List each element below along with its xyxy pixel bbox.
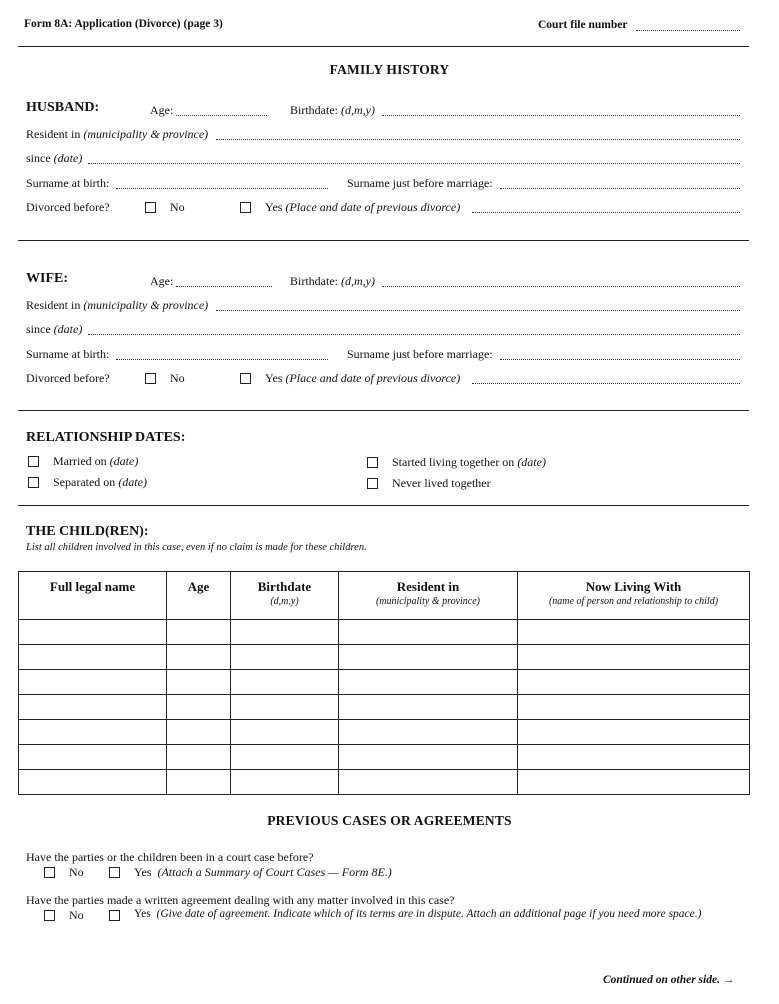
col-full-legal-name: Full legal name: [19, 572, 167, 620]
divider: [18, 240, 749, 241]
table-row: [19, 620, 750, 645]
full-legal-name-input[interactable]: [19, 695, 166, 719]
wife-divorced-no-label: No: [170, 371, 185, 385]
now-living-with-input[interactable]: [518, 695, 749, 719]
husband-age-label: Age:: [150, 103, 174, 117]
husband-surname-birth-field[interactable]: [116, 188, 328, 189]
wife-since-label: since (date): [26, 322, 83, 336]
children-table-header: [19, 572, 750, 620]
cell-resident-in: [339, 720, 518, 745]
husband-divorced-no-checkbox[interactable]: [145, 202, 156, 213]
never-lived-together-checkbox[interactable]: [367, 478, 378, 489]
separated-on-checkbox[interactable]: [28, 477, 39, 488]
cell-full-legal-name: [19, 620, 167, 645]
cell-age: [167, 770, 231, 795]
husband-surname-marriage-field[interactable]: [500, 188, 740, 189]
husband-divorced-yes-checkbox[interactable]: [240, 202, 251, 213]
married-on-label: Married on (date): [53, 454, 139, 468]
husband-since-label: since (date): [26, 151, 83, 165]
husband-label: HUSBAND:: [26, 100, 100, 115]
cell-birthdate: [231, 645, 339, 670]
now-living-with-input[interactable]: [518, 620, 749, 644]
divider: [18, 505, 749, 506]
birthdate-input[interactable]: [231, 720, 338, 744]
full-legal-name-input[interactable]: [19, 620, 166, 644]
q1-yes-label: Yes (Attach a Summary of Court Cases — Form 8E.): [134, 865, 392, 879]
divider: [18, 46, 749, 47]
resident-in-input[interactable]: [339, 645, 517, 669]
q2-yes-label: Yes (Give date of agreement. Indicate which of its terms are in dispute. Attach an additional page if you need more space.): [134, 908, 702, 920]
birthdate-input[interactable]: [231, 745, 338, 769]
wife-surname-marriage-field[interactable]: [500, 359, 740, 360]
cell-now-living-with: [518, 670, 750, 695]
wife-birthdate-field[interactable]: [382, 286, 740, 287]
children-table: [18, 571, 750, 795]
full-legal-name-input[interactable]: [19, 720, 166, 744]
cell-full-legal-name: [19, 695, 167, 720]
q2-yes-checkbox[interactable]: [109, 910, 120, 921]
full-legal-name-input[interactable]: [19, 645, 166, 669]
table-row: [19, 720, 750, 745]
resident-in-input[interactable]: [339, 720, 517, 744]
husband-resident-label: Resident in (municipality & province): [26, 127, 209, 141]
wife-age-label: Age:: [150, 274, 174, 288]
husband-birthdate-label: Birthdate: (d,m,y): [290, 103, 375, 117]
cell-resident-in: [339, 670, 518, 695]
cell-age: [167, 645, 231, 670]
cell-age: [167, 695, 231, 720]
wife-age-field[interactable]: [176, 286, 272, 287]
birthdate-input[interactable]: [231, 620, 338, 644]
resident-in-input[interactable]: [339, 770, 517, 794]
cell-resident-in: [339, 645, 518, 670]
full-legal-name-input[interactable]: [19, 745, 166, 769]
wife-divorced-yes-label: Yes (Place and date of previous divorce): [265, 371, 461, 385]
husband-since-field[interactable]: [88, 163, 740, 164]
now-living-with-input[interactable]: [518, 645, 749, 669]
q2-no-checkbox[interactable]: [44, 910, 55, 921]
husband-divorced-no-label: No: [170, 200, 185, 214]
age-input[interactable]: [167, 745, 230, 769]
table-row: [19, 695, 750, 720]
started-living-together-checkbox[interactable]: [367, 457, 378, 468]
wife-surname-birth-label: Surname at birth:: [26, 347, 110, 361]
cell-birthdate: [231, 745, 339, 770]
cell-birthdate: [231, 670, 339, 695]
wife-label: WIFE:: [26, 271, 68, 286]
husband-previous-divorce-field[interactable]: [472, 212, 740, 213]
cell-resident-in: [339, 770, 518, 795]
birthdate-input[interactable]: [231, 770, 338, 794]
table-row: [19, 645, 750, 670]
table-row: [19, 770, 750, 795]
divider: [18, 410, 749, 411]
wife-previous-divorce-field[interactable]: [472, 383, 740, 384]
col-resident-in: Resident in (municipality & province): [339, 572, 518, 620]
cell-birthdate: [231, 770, 339, 795]
cell-full-legal-name: [19, 745, 167, 770]
age-input[interactable]: [167, 620, 230, 644]
children-instruction: List all children involved in this case, even if no claim is made for these children.: [26, 542, 367, 553]
birthdate-input[interactable]: [231, 695, 338, 719]
birthdate-input[interactable]: [231, 645, 338, 669]
cell-resident-in: [339, 695, 518, 720]
husband-age-field[interactable]: [176, 115, 267, 116]
resident-in-input[interactable]: [339, 620, 517, 644]
table-row: [19, 745, 750, 770]
cell-now-living-with: [518, 720, 750, 745]
q2-no-label: No: [69, 908, 84, 922]
husband-surname-marriage-label: Surname just before marriage:: [347, 176, 493, 190]
q1-yes-checkbox[interactable]: [109, 867, 120, 878]
wife-resident-field[interactable]: [216, 310, 740, 311]
now-living-with-input[interactable]: [518, 670, 749, 694]
cell-birthdate: [231, 720, 339, 745]
col-birthdate: Birthdate (d,m,y): [231, 572, 339, 620]
resident-in-input[interactable]: [339, 695, 517, 719]
col-now-living-with: Now Living With (name of person and relationship to child): [518, 572, 750, 620]
married-on-checkbox[interactable]: [28, 456, 39, 467]
husband-birthdate-field[interactable]: [382, 115, 740, 116]
children-title: THE CHILD(REN):: [26, 524, 149, 539]
resident-in-input[interactable]: [339, 670, 517, 694]
cell-now-living-with: [518, 645, 750, 670]
wife-resident-label: Resident in (municipality & province): [26, 298, 209, 312]
q1-no-label: No: [69, 865, 84, 879]
husband-divorced-yes-label: Yes (Place and date of previous divorce): [265, 200, 461, 214]
cell-birthdate: [231, 620, 339, 645]
full-legal-name-input[interactable]: [19, 670, 166, 694]
wife-divorced-no-checkbox[interactable]: [145, 373, 156, 384]
full-legal-name-input[interactable]: [19, 770, 166, 794]
arrow-right-icon: →: [722, 974, 735, 986]
family-history-title: FAMILY HISTORY: [329, 62, 450, 77]
cell-birthdate: [231, 695, 339, 720]
now-living-with-input[interactable]: [518, 770, 749, 794]
wife-surname-birth-field[interactable]: [116, 359, 328, 360]
now-living-with-input[interactable]: [518, 745, 749, 769]
col-age: Age: [167, 572, 231, 620]
cell-age: [167, 670, 231, 695]
cell-age: [167, 745, 231, 770]
q1-no-checkbox[interactable]: [44, 867, 55, 878]
age-input[interactable]: [167, 770, 230, 794]
cell-resident-in: [339, 620, 518, 645]
court-file-number-field[interactable]: [636, 30, 740, 31]
cell-now-living-with: [518, 770, 750, 795]
cell-now-living-with: [518, 620, 750, 645]
started-living-together-label: Started living together on (date): [392, 455, 546, 469]
wife-since-field[interactable]: [88, 334, 740, 335]
cell-now-living-with: [518, 745, 750, 770]
table-row: [19, 670, 750, 695]
cell-full-legal-name: [19, 770, 167, 795]
court-file-label: Court file number: [538, 19, 628, 31]
wife-birthdate-label: Birthdate: (d,m,y): [290, 274, 375, 288]
cell-now-living-with: [518, 695, 750, 720]
husband-divorced-label: Divorced before?: [26, 200, 110, 214]
husband-resident-field[interactable]: [216, 139, 740, 140]
form-title: Form 8A: Application (Divorce) (page 3): [24, 18, 223, 30]
cell-full-legal-name: [19, 670, 167, 695]
cell-age: [167, 620, 231, 645]
never-lived-together-label: Never lived together: [392, 476, 491, 490]
now-living-with-input[interactable]: [518, 720, 749, 744]
cell-age: [167, 720, 231, 745]
cell-resident-in: [339, 745, 518, 770]
cell-full-legal-name: [19, 645, 167, 670]
age-input[interactable]: [167, 695, 230, 719]
wife-divorced-label: Divorced before?: [26, 371, 110, 385]
previous-cases-title: PREVIOUS CASES OR AGREEMENTS: [267, 813, 512, 828]
age-input[interactable]: [167, 720, 230, 744]
age-input[interactable]: [167, 670, 230, 694]
wife-surname-marriage-label: Surname just before marriage:: [347, 347, 493, 361]
cell-full-legal-name: [19, 720, 167, 745]
resident-in-input[interactable]: [339, 745, 517, 769]
continued-note: Continued on other side. →: [603, 974, 735, 986]
wife-divorced-yes-checkbox[interactable]: [240, 373, 251, 384]
q2-question: Have the parties made a written agreement dealing with any matter involved in this case?: [26, 893, 455, 907]
separated-on-label: Separated on (date): [53, 475, 147, 489]
age-input[interactable]: [167, 645, 230, 669]
q1-question: Have the parties or the children been in a court case before?: [26, 850, 314, 864]
relationship-dates-title: RELATIONSHIP DATES:: [26, 430, 186, 445]
birthdate-input[interactable]: [231, 670, 338, 694]
husband-surname-birth-label: Surname at birth:: [26, 176, 110, 190]
